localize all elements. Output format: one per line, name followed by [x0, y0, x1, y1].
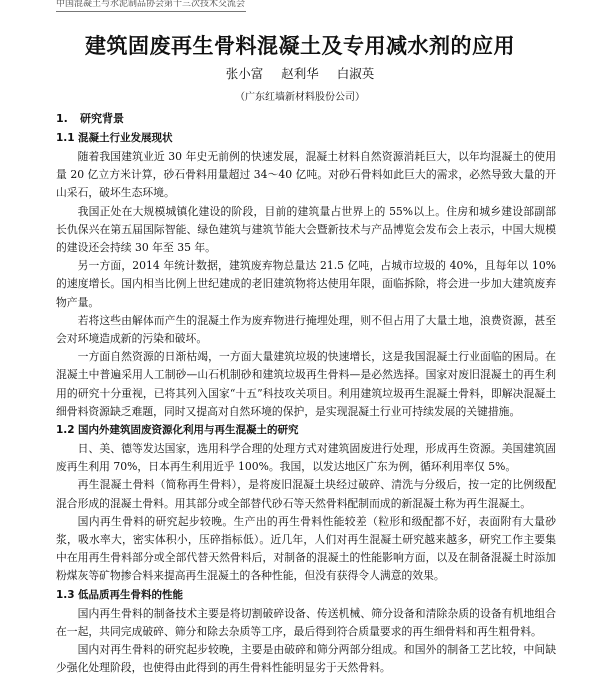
subsection-number: 1.1: [56, 132, 75, 144]
paragraph: 再生混凝土骨料（简称再生骨料），是将废旧混凝土块经过破碎、清洗与分级后，按一定的比例级配混合形成的混凝土骨料。用其部分或全部替代砂石等天然骨料配制而成的新混凝土称为再生混凝土。: [56, 478, 556, 510]
subsection-heading-1-1: [56, 129, 556, 148]
paragraph: 另一方面，2014 年统计数据，建筑废弃物总量达 21.5 亿吨，占城市垃圾的 40%，且每年以 10%的速度增长。国内相当比例上世纪建成的老旧建筑物将达使用年限，面临拆除，将会进一步加大建筑废弃物产量。: [56, 259, 556, 309]
subsection-number: 1.3: [56, 588, 75, 601]
section-heading-1: [56, 109, 556, 129]
paragraph: 国内再生骨料的制备技术主要是将切割破碎设备、传送机械、筛分设备和清除杂质的设备有机地组合在一起，共同完成破碎、筛分和除去杂质等工序，最后得到符合质量要求的再生细骨料和再生粗骨料。: [56, 606, 556, 638]
subsection-title: 国内外建筑固废资源化利用与再生混凝土的研究: [78, 424, 299, 437]
authors: 张小富 赵利华 白淑英: [225, 66, 375, 81]
affiliation: （广东红墙新材料股份公司）: [235, 92, 365, 103]
paragraph: 一方面自然资源的日渐枯竭，一方面大量建筑垃圾的快速增长，这是我国混凝土行业面临的困局。在混凝土中普遍采用人工制砂—山石机制砂和建筑垃圾再生骨料—是必然选择。国家对废旧混凝土的再生利用的研究十分重视，已将其列入国家“十五”科技攻关项目。利用建筑垃圾再生混凝土骨料，即解决混凝土细骨料资源缺乏难题，同时又提高对自然环境的保护，是实现混凝土行业可持续发展的关键措施。: [56, 350, 556, 418]
subsection-title: 混凝土行业发展现状: [78, 132, 173, 144]
paragraph: 国内对再生骨料的研究起步较晚，主要是由破碎和筛分两部分组成。和国外的制备工艺比较，中间缺少强化处理阶段，也使得由此得到的再生骨料性能明显劣于天然骨料。: [56, 643, 556, 675]
section-title: 研究背景: [80, 112, 124, 125]
subsection-number: 1.2: [56, 424, 75, 437]
subsection-heading-1-3: [56, 586, 556, 605]
subsection-heading-1-2: [56, 421, 556, 440]
paragraph: 我国正处在大规模城镇化建设的阶段，目前的建筑量占世界上的 55%以上。住房和城乡建设部副部长仇保兴在第五届国际智能、绿色建筑与建筑节能大会暨新技术与产品博览会发布会上表示，中国大规模的建设还会持续 30 年至 35 年。: [56, 204, 556, 255]
paper-title: 建筑固废再生骨料混凝土及专用减水剂的应用: [85, 34, 515, 58]
paragraph: 若将这些由解体而产生的混凝土作为废弃物进行掩埋处理，则不但占用了大量土地，浪费资源，甚至会对环境造成新的污染和破坏。: [56, 313, 556, 346]
body-text: [56, 109, 556, 677]
paragraph: 随着我国建筑业近 30 年史无前例的快速发展，混凝土材料自然资源消耗巨大，以年均混凝土的使用量 20 亿立方米计算，砂石骨料用量超过 34～40 亿吨。对砂石骨料如此巨大的需求，必然导致大量的开山采石，破坏生态环境。: [56, 150, 556, 200]
section-number: 1.: [56, 112, 68, 125]
subsection-title: 低品质再生骨料的性能: [78, 588, 183, 601]
paragraph: 国内再生骨料的研究起步较晚。生产出的再生骨料性能较差（粒形和级配都不好，表面附有大量砂浆，吸水率大，密实体积小，压碎指标低）。近几年，人们对再生混凝土研究越来越多，研究工作主要集中在用再生骨料部分或全部代替天然骨料后，对制备的混凝土的性能影响方面，以及在制备混凝土时添加粉煤灰等矿物掺合料来提高再生混凝土的各种性能，但没有获得令人满意的效果。: [56, 514, 556, 583]
paragraph: 日、美、德等发达国家，选用科学合理的处理方式对建筑固废进行处理，形成再生资源。美国建筑固废再生利用 70%，日本再生利用近乎 100%。我国，以发达地区广东为例，循环利用率仅 5%。: [56, 442, 556, 474]
running-header: 中国混凝土与水泥制品协会第十三次技术交流会: [56, 0, 246, 12]
